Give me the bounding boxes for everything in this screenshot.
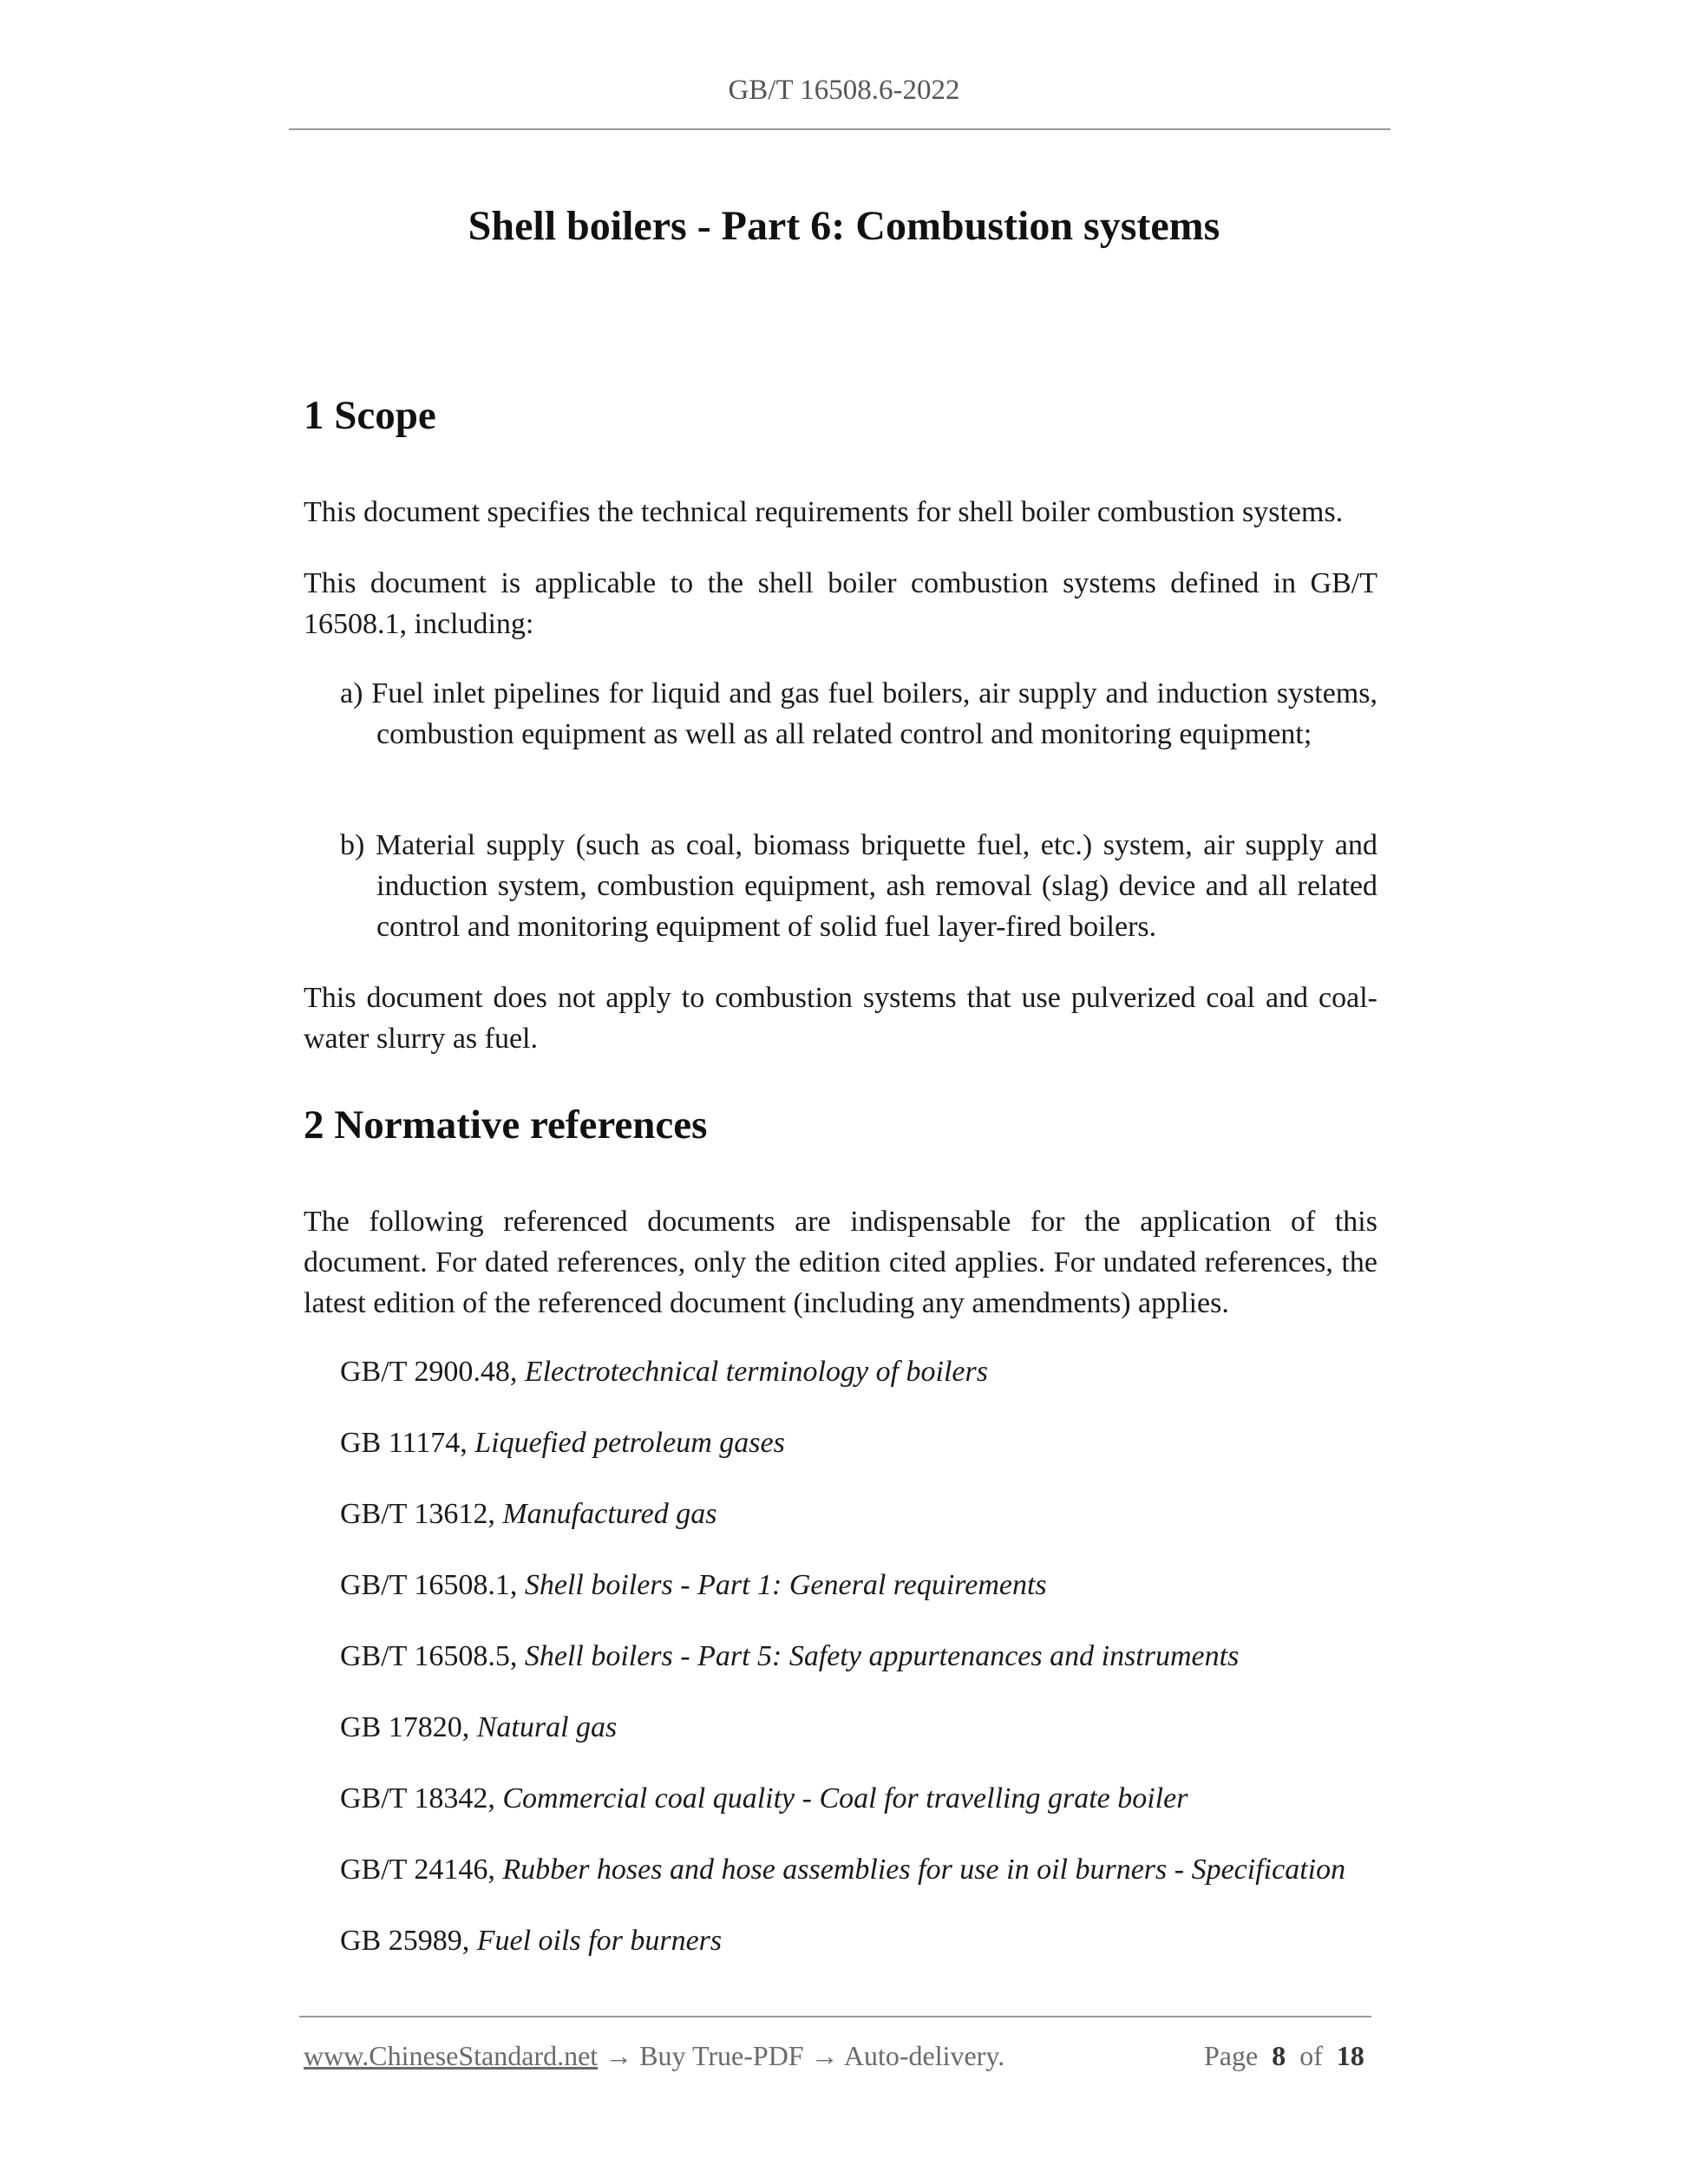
total-page-number: 18 bbox=[1336, 2040, 1364, 2071]
reference-code: GB/T 18342, bbox=[340, 1782, 503, 1815]
normative-references-intro: The following referenced documents are indispensable for the application of this document. For dated references, only the edition cited applies. For undated references, the latest edition of the referenced document (including any amendments) applies. bbox=[304, 1206, 1377, 1319]
current-page-number: 8 bbox=[1272, 2040, 1286, 2071]
reference-item bbox=[340, 1351, 1398, 1392]
section-heading-normative-references: 2 Normative references bbox=[304, 1102, 708, 1148]
reference-item bbox=[340, 1849, 1398, 1890]
of-label: of bbox=[1299, 2040, 1323, 2071]
scope-paragraph-2: This document is applicable to the shell boiler combustion systems defined in GB/T 16508.1, including: bbox=[304, 567, 1377, 640]
reference-item bbox=[340, 1636, 1398, 1677]
document-title: Shell boilers - Part 6: Combustion systems bbox=[468, 203, 1220, 249]
reference-code: GB/T 16508.1, bbox=[340, 1569, 525, 1601]
reference-code: GB/T 2900.48, bbox=[340, 1356, 525, 1388]
reference-code: GB 11174, bbox=[340, 1427, 475, 1459]
reference-title: Liquefied petroleum gases bbox=[474, 1427, 785, 1459]
reference-item bbox=[340, 1920, 1398, 1961]
page-indicator bbox=[1204, 2040, 1364, 2072]
reference-title: Commercial coal quality - Coal for travelling grate boiler bbox=[502, 1782, 1188, 1815]
header-standard-code: GB/T 16508.6-2022 bbox=[728, 75, 960, 106]
reference-code: GB 25989, bbox=[340, 1925, 477, 1957]
reference-item bbox=[340, 1778, 1398, 1819]
reference-code: GB/T 16508.5, bbox=[340, 1640, 525, 1672]
reference-title: Fuel oils for burners bbox=[476, 1925, 723, 1957]
footer-promo bbox=[304, 2040, 1004, 2072]
reference-item bbox=[340, 1565, 1398, 1605]
arrow-right-icon: → bbox=[605, 2040, 633, 2071]
arrow-right-icon: → bbox=[810, 2040, 839, 2071]
reference-title: Manufactured gas bbox=[502, 1498, 717, 1530]
reference-title: Electrotechnical terminology of boilers bbox=[524, 1356, 988, 1388]
scope-list-item-a: a) Fuel inlet pipelines for liquid and gas fuel boilers, air supply and induction systems, combustion equipment as well as all related control and monitoring equipment; bbox=[340, 677, 1377, 750]
footer-website-link[interactable]: www.ChineseStandard.net bbox=[304, 2040, 599, 2071]
scope-list-item-b: b) Material supply (such as coal, biomass briquette fuel, etc.) system, air supply and induction system, combustion equipment, ash removal (slag) device and all related control and monitoring equipment of solid fuel layer-fired boilers. bbox=[340, 829, 1377, 943]
reference-code: GB/T 13612, bbox=[340, 1498, 503, 1530]
reference-code: GB 17820, bbox=[340, 1711, 477, 1743]
reference-item bbox=[340, 1494, 1398, 1534]
reference-code: GB/T 24146, bbox=[340, 1854, 503, 1886]
section-heading-scope: 1 Scope bbox=[304, 393, 436, 438]
scope-paragraph-1: This document specifies the technical requirements for shell boiler combustion systems. bbox=[304, 496, 1344, 528]
footer-delivery-text: Auto-delivery. bbox=[843, 2040, 1005, 2071]
footer-divider bbox=[299, 2016, 1371, 2017]
reference-item bbox=[340, 1707, 1398, 1748]
reference-title: Natural gas bbox=[476, 1711, 618, 1743]
reference-title: Shell boilers - Part 1: General requirements bbox=[524, 1569, 1047, 1601]
reference-title: Rubber hoses and hose assemblies for use in oil burners - Specification bbox=[502, 1854, 1346, 1886]
footer-buy-text: Buy True-PDF bbox=[639, 2040, 804, 2071]
page-label: Page bbox=[1204, 2040, 1259, 2071]
reference-title: Shell boilers - Part 5: Safety appurtenances and instruments bbox=[524, 1640, 1240, 1672]
header-divider bbox=[289, 128, 1390, 130]
reference-item bbox=[340, 1422, 1398, 1463]
scope-paragraph-3: This document does not apply to combustion systems that use pulverized coal and coal-water slurry as fuel. bbox=[304, 982, 1377, 1055]
